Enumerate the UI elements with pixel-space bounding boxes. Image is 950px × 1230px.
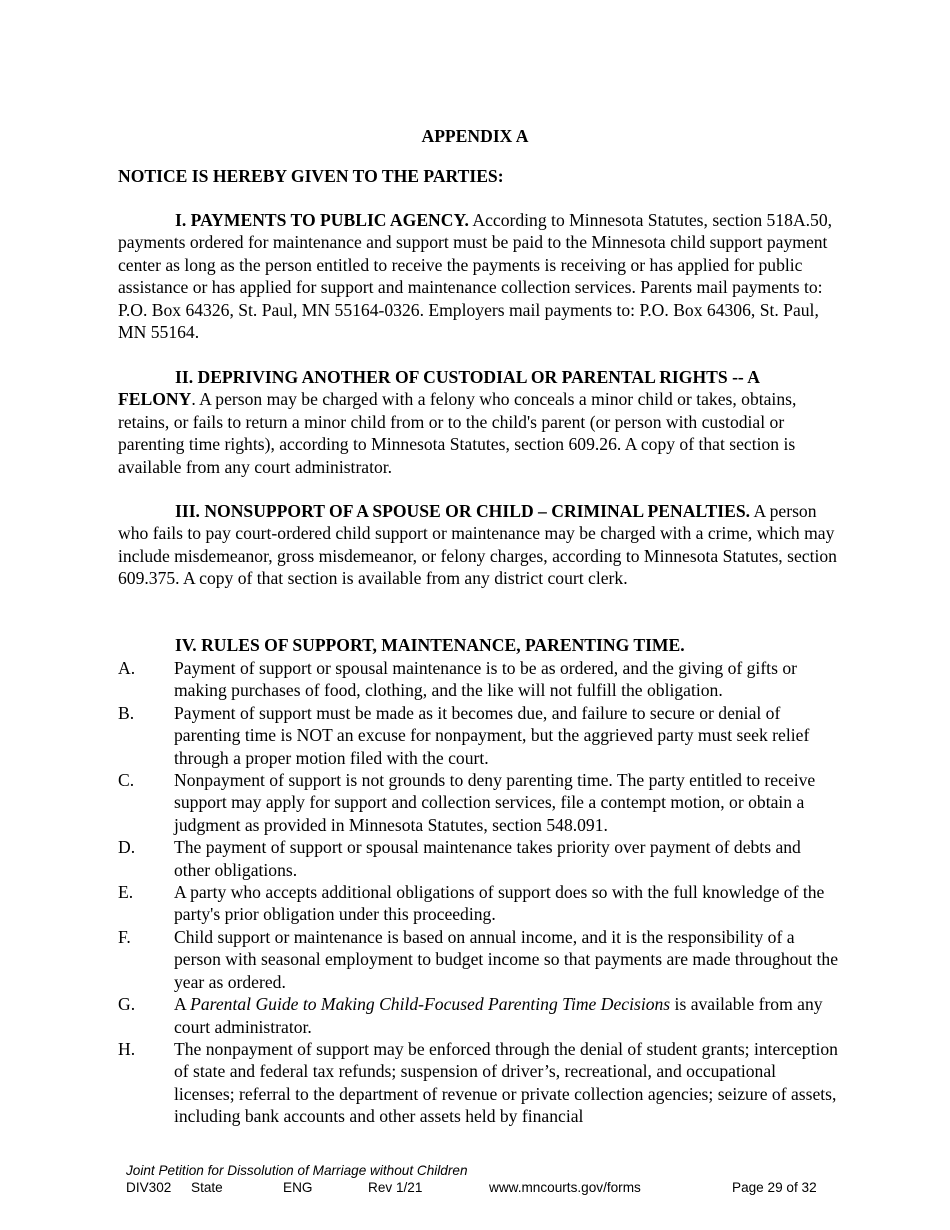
list-item xyxy=(118,836,838,881)
section-heading: II. DEPRIVING ANOTHER OF CUSTODIAL OR PARENTAL RIGHTS -- A FELONY xyxy=(118,367,759,410)
rules-list xyxy=(118,657,838,1128)
item-letter: B. xyxy=(118,702,135,723)
list-item xyxy=(118,769,838,836)
section-nonsupport xyxy=(118,500,838,590)
item-text: The nonpayment of support may be enforced through the denial of student grants; interception of state and federal tax refunds; suspension of driver’s, recreational, and occupational licenses; referral to the department of revenue or private collection agencies; seizure of assets, including bank accounts and other assets held by financial xyxy=(174,1038,838,1127)
item-letter: E. xyxy=(118,882,134,903)
page-footer xyxy=(126,1162,826,1196)
footer-jurisdiction: State xyxy=(191,1180,223,1195)
guide-title: Parental Guide to Making Child-Focused Parenting Time Decisions xyxy=(190,994,671,1015)
item-letter: G. xyxy=(118,994,136,1015)
list-item xyxy=(118,657,838,702)
section-heading: III. NONSUPPORT OF A SPOUSE OR CHILD – CRIMINAL PENALTIES. xyxy=(175,501,751,521)
item-letter: H. xyxy=(118,1038,136,1059)
footer-form-title: Joint Petition for Dissolution of Marriage without Children xyxy=(126,1163,468,1178)
notice-heading: NOTICE IS HEREBY GIVEN TO THE PARTIES: xyxy=(118,166,504,186)
section-body: According to Minnesota Statutes, section 518A.50, payments ordered for maintenance and support must be paid to the Minnesota child support payment center as long as the person entitled to receive the payments is receiving or has applied for public assistance or has applied for support and maintenance collection services. Parents mail payments to: P.O. Box 64326, St. Paul, MN 55164-0326. Employers mail payments to: P.O. Box 64306, St. Paul, MN 55164. xyxy=(118,210,833,343)
list-item xyxy=(118,1038,838,1128)
list-item xyxy=(118,993,838,1038)
item-text xyxy=(174,993,838,1038)
footer-language: ENG xyxy=(283,1180,313,1195)
section-rules-heading: IV. RULES OF SUPPORT, MAINTENANCE, PARENTING TIME. xyxy=(175,635,685,655)
item-text: The payment of support or spousal maintenance takes priority over payment of debts and other obligations. xyxy=(174,837,801,880)
section-body: A person who fails to pay court-ordered child support or maintenance may be charged with a crime, which may include misdemeanor, gross misdemeanor, or felony charges, according to Minnesota Statutes, section 609.375. A copy of that section is available from any district court clerk. xyxy=(118,501,837,589)
list-item xyxy=(118,926,838,993)
section-payments-public-agency xyxy=(118,209,838,343)
item-letter: C. xyxy=(118,770,135,791)
footer-form-code: DIV302 xyxy=(126,1180,172,1195)
item-letter: A. xyxy=(118,658,136,678)
section-depriving-rights xyxy=(118,366,838,478)
item-letter: F. xyxy=(118,926,131,947)
section-body: . A person may be charged with a felony who conceals a minor child or takes, obtains, retains, or fails to return a minor child from or to the child's parent (or person with custodial or parenting time rights), according to Minnesota Statutes, section 609.26. A copy of that section is available from any court administrator. xyxy=(118,389,797,477)
appendix-title: APPENDIX A xyxy=(421,126,529,146)
footer-info-row xyxy=(126,1179,826,1196)
item-letter: D. xyxy=(118,837,136,858)
item-text-after: is available from any court administrator. xyxy=(174,994,823,1037)
item-text: A party who accepts additional obligations of support does so with the full knowledge of the party's prior obligation under this proceeding. xyxy=(174,882,825,925)
item-text: Child support or maintenance is based on annual income, and it is the responsibility of a person with seasonal employment to budget income so that payments are made throughout the year as ordered. xyxy=(174,926,839,992)
section-heading: I. PAYMENTS TO PUBLIC AGENCY. xyxy=(175,210,469,230)
item-text: Payment of support or spousal maintenance is to be as ordered, and the giving of gifts or making purchases of food, clothing, and the like will not fulfill the obligation. xyxy=(174,658,797,701)
item-text: Nonpayment of support is not grounds to deny parenting time. The party entitled to receive support may apply for support and collection services, file a contempt motion, or obtain a judgment as provided in Minnesota Statutes, section 548.091. xyxy=(174,770,816,835)
footer-website-link[interactable]: www.mncourts.gov/forms xyxy=(489,1180,641,1195)
item-text-before: A xyxy=(174,994,191,1015)
list-item xyxy=(118,881,838,926)
list-item xyxy=(118,702,838,769)
footer-revision: Rev 1/21 xyxy=(368,1180,423,1195)
item-text: Payment of support must be made as it becomes due, and failure to secure or denial of parenting time is NOT an excuse for nonpayment, but the aggrieved party must seek relief through a proper motion filed with the court. xyxy=(174,702,810,768)
footer-page-number: Page 29 of 32 xyxy=(732,1180,817,1195)
